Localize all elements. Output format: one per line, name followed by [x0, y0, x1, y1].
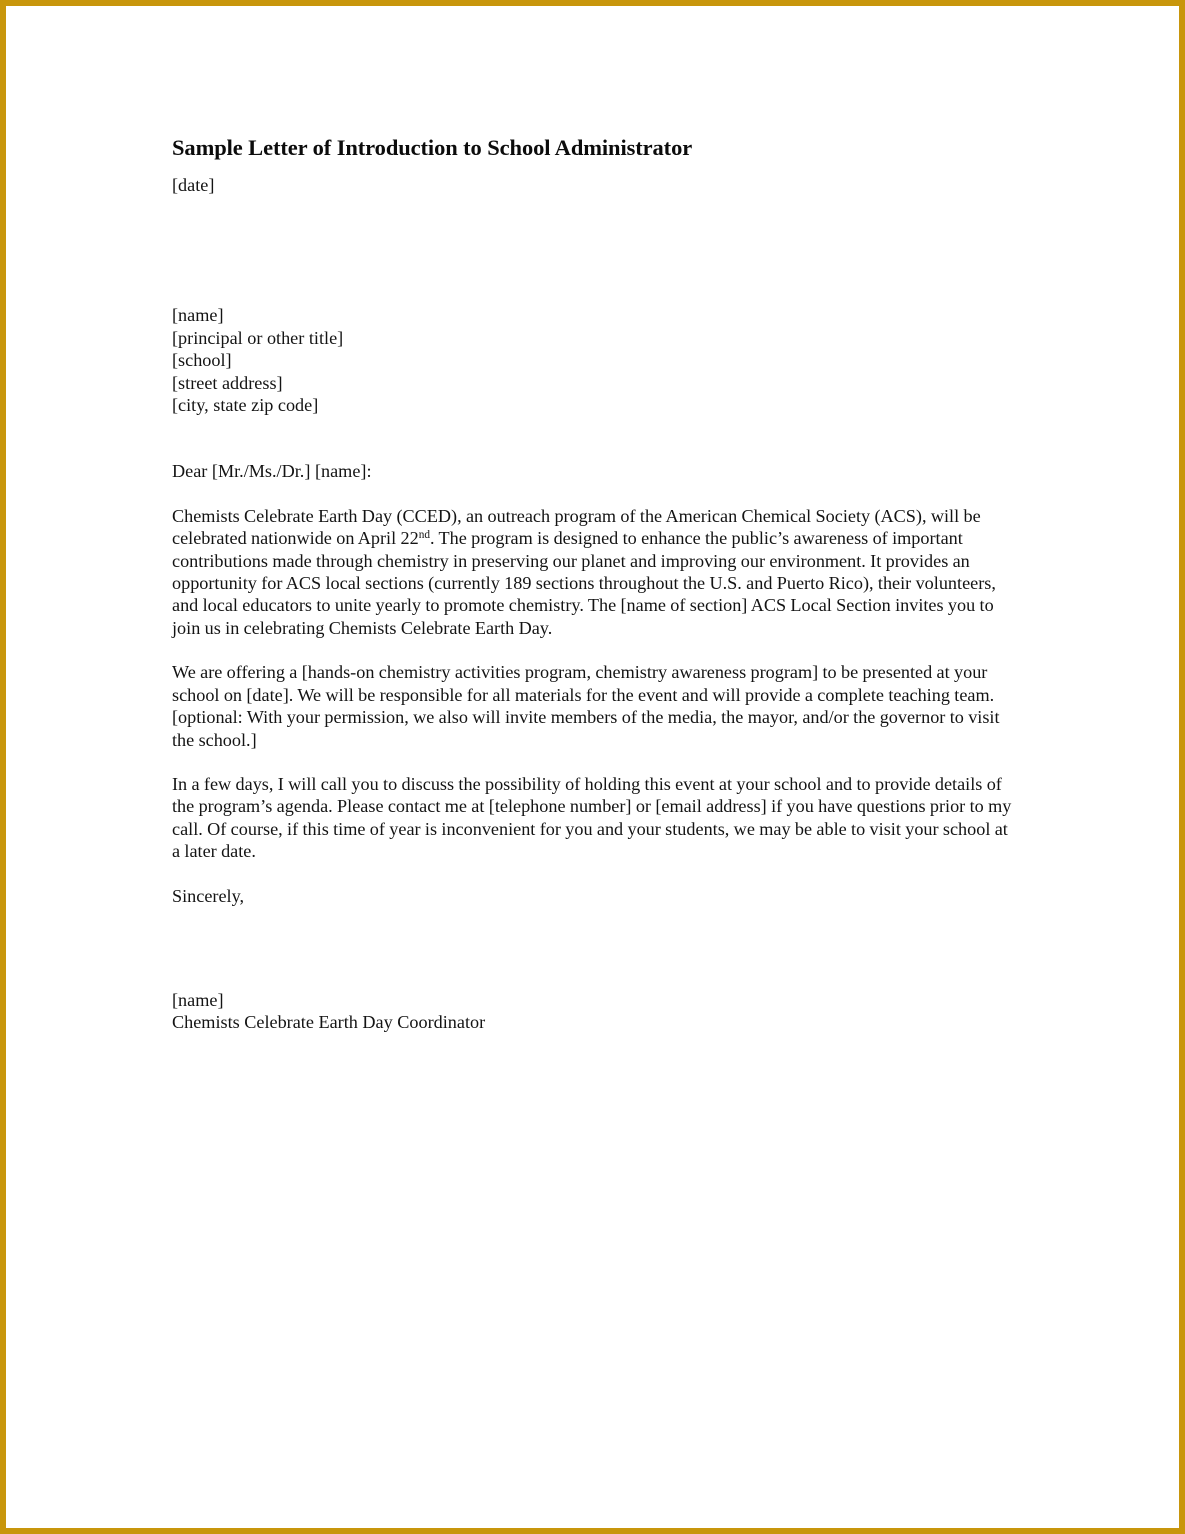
letter-date: [date]	[172, 175, 215, 195]
spacer-after-date	[172, 196, 1020, 304]
signature-space	[172, 907, 1020, 989]
body-paragraph-3: In a few days, I will call you to discuss the possibility of holding this event at your school and to provide details of the program’s agenda. Please contact me at [telephone number] or [email address] if you have questions prior to my call. Of course, if this time of year is inconvenient for you and your students, we may be able to visit your school at a later date.	[172, 773, 1012, 862]
signature-block	[172, 989, 1020, 1034]
letter-content	[172, 134, 1020, 1034]
body-paragraph-1	[172, 505, 1020, 639]
signer-name: [name]	[172, 989, 224, 1010]
recipient-address-block	[172, 304, 1020, 416]
body-paragraph-2: We are offering a [hands-on chemistry activities program, chemistry awareness program] to be presented at your school on [date]. We will be responsible for all materials for the event and will provide a complete teaching team. [optional: With your permission, we also will invite members of the media, the mayor, and/or the governor to visit the school.]	[172, 662, 1000, 750]
signer-title: Chemists Celebrate Earth Day Coordinator	[172, 1012, 486, 1033]
recipient-title: [principal or other title]	[172, 327, 344, 348]
spacer-before-salutation	[172, 416, 1020, 460]
ordinal-suffix: nd	[418, 529, 430, 542]
paragraph-1-text-b: . The program is designed to enhance the public’s awareness of important contributions made through chemistry in preserving our planet and improving our environment. It provides an opportunity for ACS local sections (currently 189 sections throughout the U.S. and Puerto Rico), their volunteers, and local educators to unite yearly to promote chemistry. The [name of section] ACS Local Section invites you to join us in celebrating Chemists Celebrate Earth Day.	[172, 528, 996, 638]
spacer-p1-p2	[172, 639, 1020, 661]
recipient-city-state-zip: [city, state zip code]	[172, 395, 319, 416]
recipient-school: [school]	[172, 350, 232, 371]
recipient-street: [street address]	[172, 372, 283, 393]
spacer-after-salutation	[172, 483, 1020, 505]
spacer-before-closing	[172, 863, 1020, 885]
salutation: Dear [Mr./Ms./Dr.] [name]:	[172, 461, 372, 482]
letter-sheet	[6, 6, 1179, 1528]
page-title: Sample Letter of Introduction to School Administrator	[172, 135, 693, 160]
recipient-name: [name]	[172, 305, 224, 326]
closing-sign-off: Sincerely,	[172, 885, 245, 906]
spacer-p2-p3	[172, 751, 1020, 773]
paragraph-1-text-a: Chemists Celebrate Earth Day (CCED), an outreach program of the American Chemical Society (ACS), will be celebrated nationwide on April 22	[172, 505, 981, 549]
